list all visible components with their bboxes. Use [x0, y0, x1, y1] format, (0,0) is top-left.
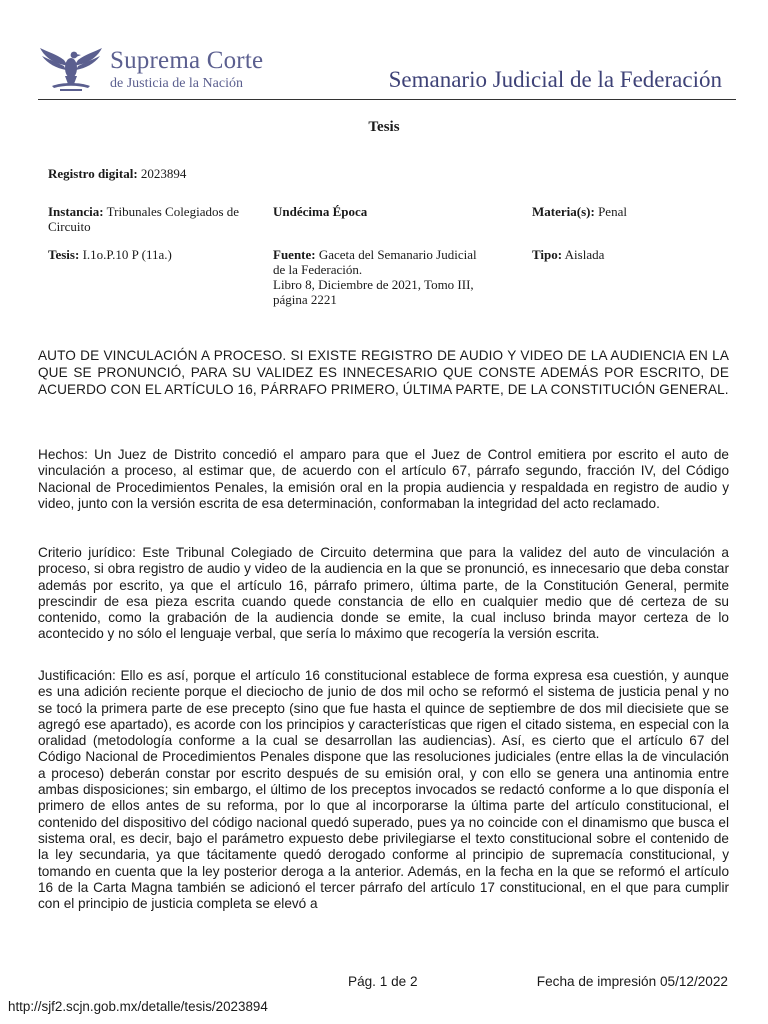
- epoca-label: Undécima Época: [273, 204, 368, 219]
- print-date: Fecha de impresión 05/12/2022: [536, 974, 728, 989]
- site-title: Semanario Judicial de la Federación: [388, 67, 722, 92]
- fuente-label: Fuente:: [273, 247, 316, 262]
- page-number: Pág. 1 de 2: [348, 974, 418, 989]
- tipo-label: Tipo:: [532, 247, 563, 262]
- tesis-value: I.1o.P.10 P (11a.): [82, 247, 172, 262]
- instancia: [48, 204, 263, 234]
- logo-title: Suprema Corte: [110, 47, 264, 74]
- fuente-line-1: Gaceta del Semanario Judicial: [318, 247, 477, 262]
- paragraph-criterio: Criterio jurídico: Este Tribunal Colegiado de Circuito determina que para la validez del auto de vinculación a proceso, si obra registro de audio y video de la audiencia en la que se pronunció, es innecesario que deba constar además por escrito, ya que el artículo 16, párrafo primero, última parte, de la Constitución General, permite prescindir de esa pieza escrita cuando quede constancia de ello en cualquier medio que dé certeza de su contenido, como la grabación de la audiencia donde se emite, la cual incluso brinda mayor certeza de lo acontecido y no sólo el lenguaje verbal, que sería lo máximo que recogería la versión escrita.: [38, 545, 729, 642]
- eagle-emblem-icon: [38, 42, 104, 92]
- registro-label: Registro digital:: [48, 166, 138, 181]
- scjn-logo: [38, 40, 338, 92]
- document-type-heading: Tesis: [368, 119, 400, 135]
- logo-subtitle: de Justicia de la Nación: [110, 76, 243, 91]
- fuente: [273, 247, 523, 307]
- tesis: [48, 247, 172, 262]
- materia-value: Penal: [598, 204, 627, 219]
- tesis-rubro: AUTO DE VINCULACIÓN A PROCESO. SI EXISTE REGISTRO DE AUDIO Y VIDEO DE LA AUDIENCIA EN LA QUE SE PRONUNCIÓ, PARA SU VALIDEZ ES INNECESARIO QUE CONSTE ADEMÁS POR ESCRITO, DE ACUERDO CON EL ARTÍCULO 16, PÁRRAFO PRIMERO, ÚLTIMA PARTE, DE LA CONSTITUCIÓN GENERAL.: [38, 348, 729, 397]
- fuente-line-3: Libro 8, Diciembre de 2021, Tomo III,: [273, 277, 474, 292]
- paragraph-hechos: Hechos: Un Juez de Distrito concedió el amparo para que el Juez de Control emitiera por escrito el auto de vinculación a proceso, al estimar que, de acuerdo con el artículo 67, párrafo segundo, fracción IV, del Código Nacional de Procedimientos Penales, la emisión oral en la propia audiencia y respaldada en registro de audio y video, junto con la versión escrita de esa determinación, conformaban la integridad del acto reclamado.: [38, 447, 729, 511]
- header-divider: [38, 99, 736, 100]
- instancia-value: Tribunales Colegiados de Circuito: [48, 204, 240, 234]
- registro-digital: [48, 166, 186, 181]
- materia: [532, 204, 627, 219]
- tipo-value: Aislada: [564, 247, 605, 262]
- fuente-line-4: página 2221: [273, 292, 337, 307]
- registro-value: 2023894: [140, 166, 187, 181]
- instancia-label: Instancia:: [48, 204, 104, 219]
- fuente-line-2: de la Federación.: [273, 262, 363, 277]
- epoca: [273, 204, 367, 219]
- materia-label: Materia(s):: [532, 204, 595, 219]
- page-url: http://sjf2.scjn.gob.mx/detalle/tesis/2023894: [8, 999, 268, 1014]
- tipo: [532, 247, 604, 262]
- paragraph-justificacion: Justificación: Ello es así, porque el artículo 16 constitucional establece de forma expresa esa cuestión, y aunque es una adición reciente porque el dieciocho de junio de dos mil ocho se reformó el sistema de justicia penal y no se tocó la primera parte de ese precepto (sino que fue hasta el quince de septiembre de dos mil diecisiete que se agregó ese apartado), es acorde con los principios y características que rigen el citado sistema, en especial con la oralidad (metodología conforme a la cual se desarrollan las audiencias). Así, es cierto que el artículo 67 del Código Nacional de Procedimientos Penales dispone que las resoluciones judiciales (entre ellas la de vinculación a proceso) deberán constar por escrito después de su emisión oral, y con ello se genera una antinomia entre ambas disposiciones; sin embargo, el último de los preceptos invocados se redactó conforme a lo que disponía el primero de ellos antes de su reforma, por lo que al incorporarse la última parte del artículo constitucional, el contenido del dispositivo del código nacional quedó superado, pues ya no coincide con el dinamismo que busca el sistema oral, es decir, bajo el parámetro expuesto debe privilegiarse el texto constitucional sobre el contenido de la ley secundaria, ya que tácitamente quedó derogado conforme al principio de supremacía constitucional, y tomando en cuenta que la ley posterior deroga a la anterior. Además, en la fecha en la que se reformó el artículo 16 de la Carta Magna también se adicionó el tercer párrafo del artículo 17 constitucional, en el que para cumplir con el principio de justicia completa se elevó a: [38, 668, 729, 912]
- tesis-label: Tesis:: [48, 247, 80, 262]
